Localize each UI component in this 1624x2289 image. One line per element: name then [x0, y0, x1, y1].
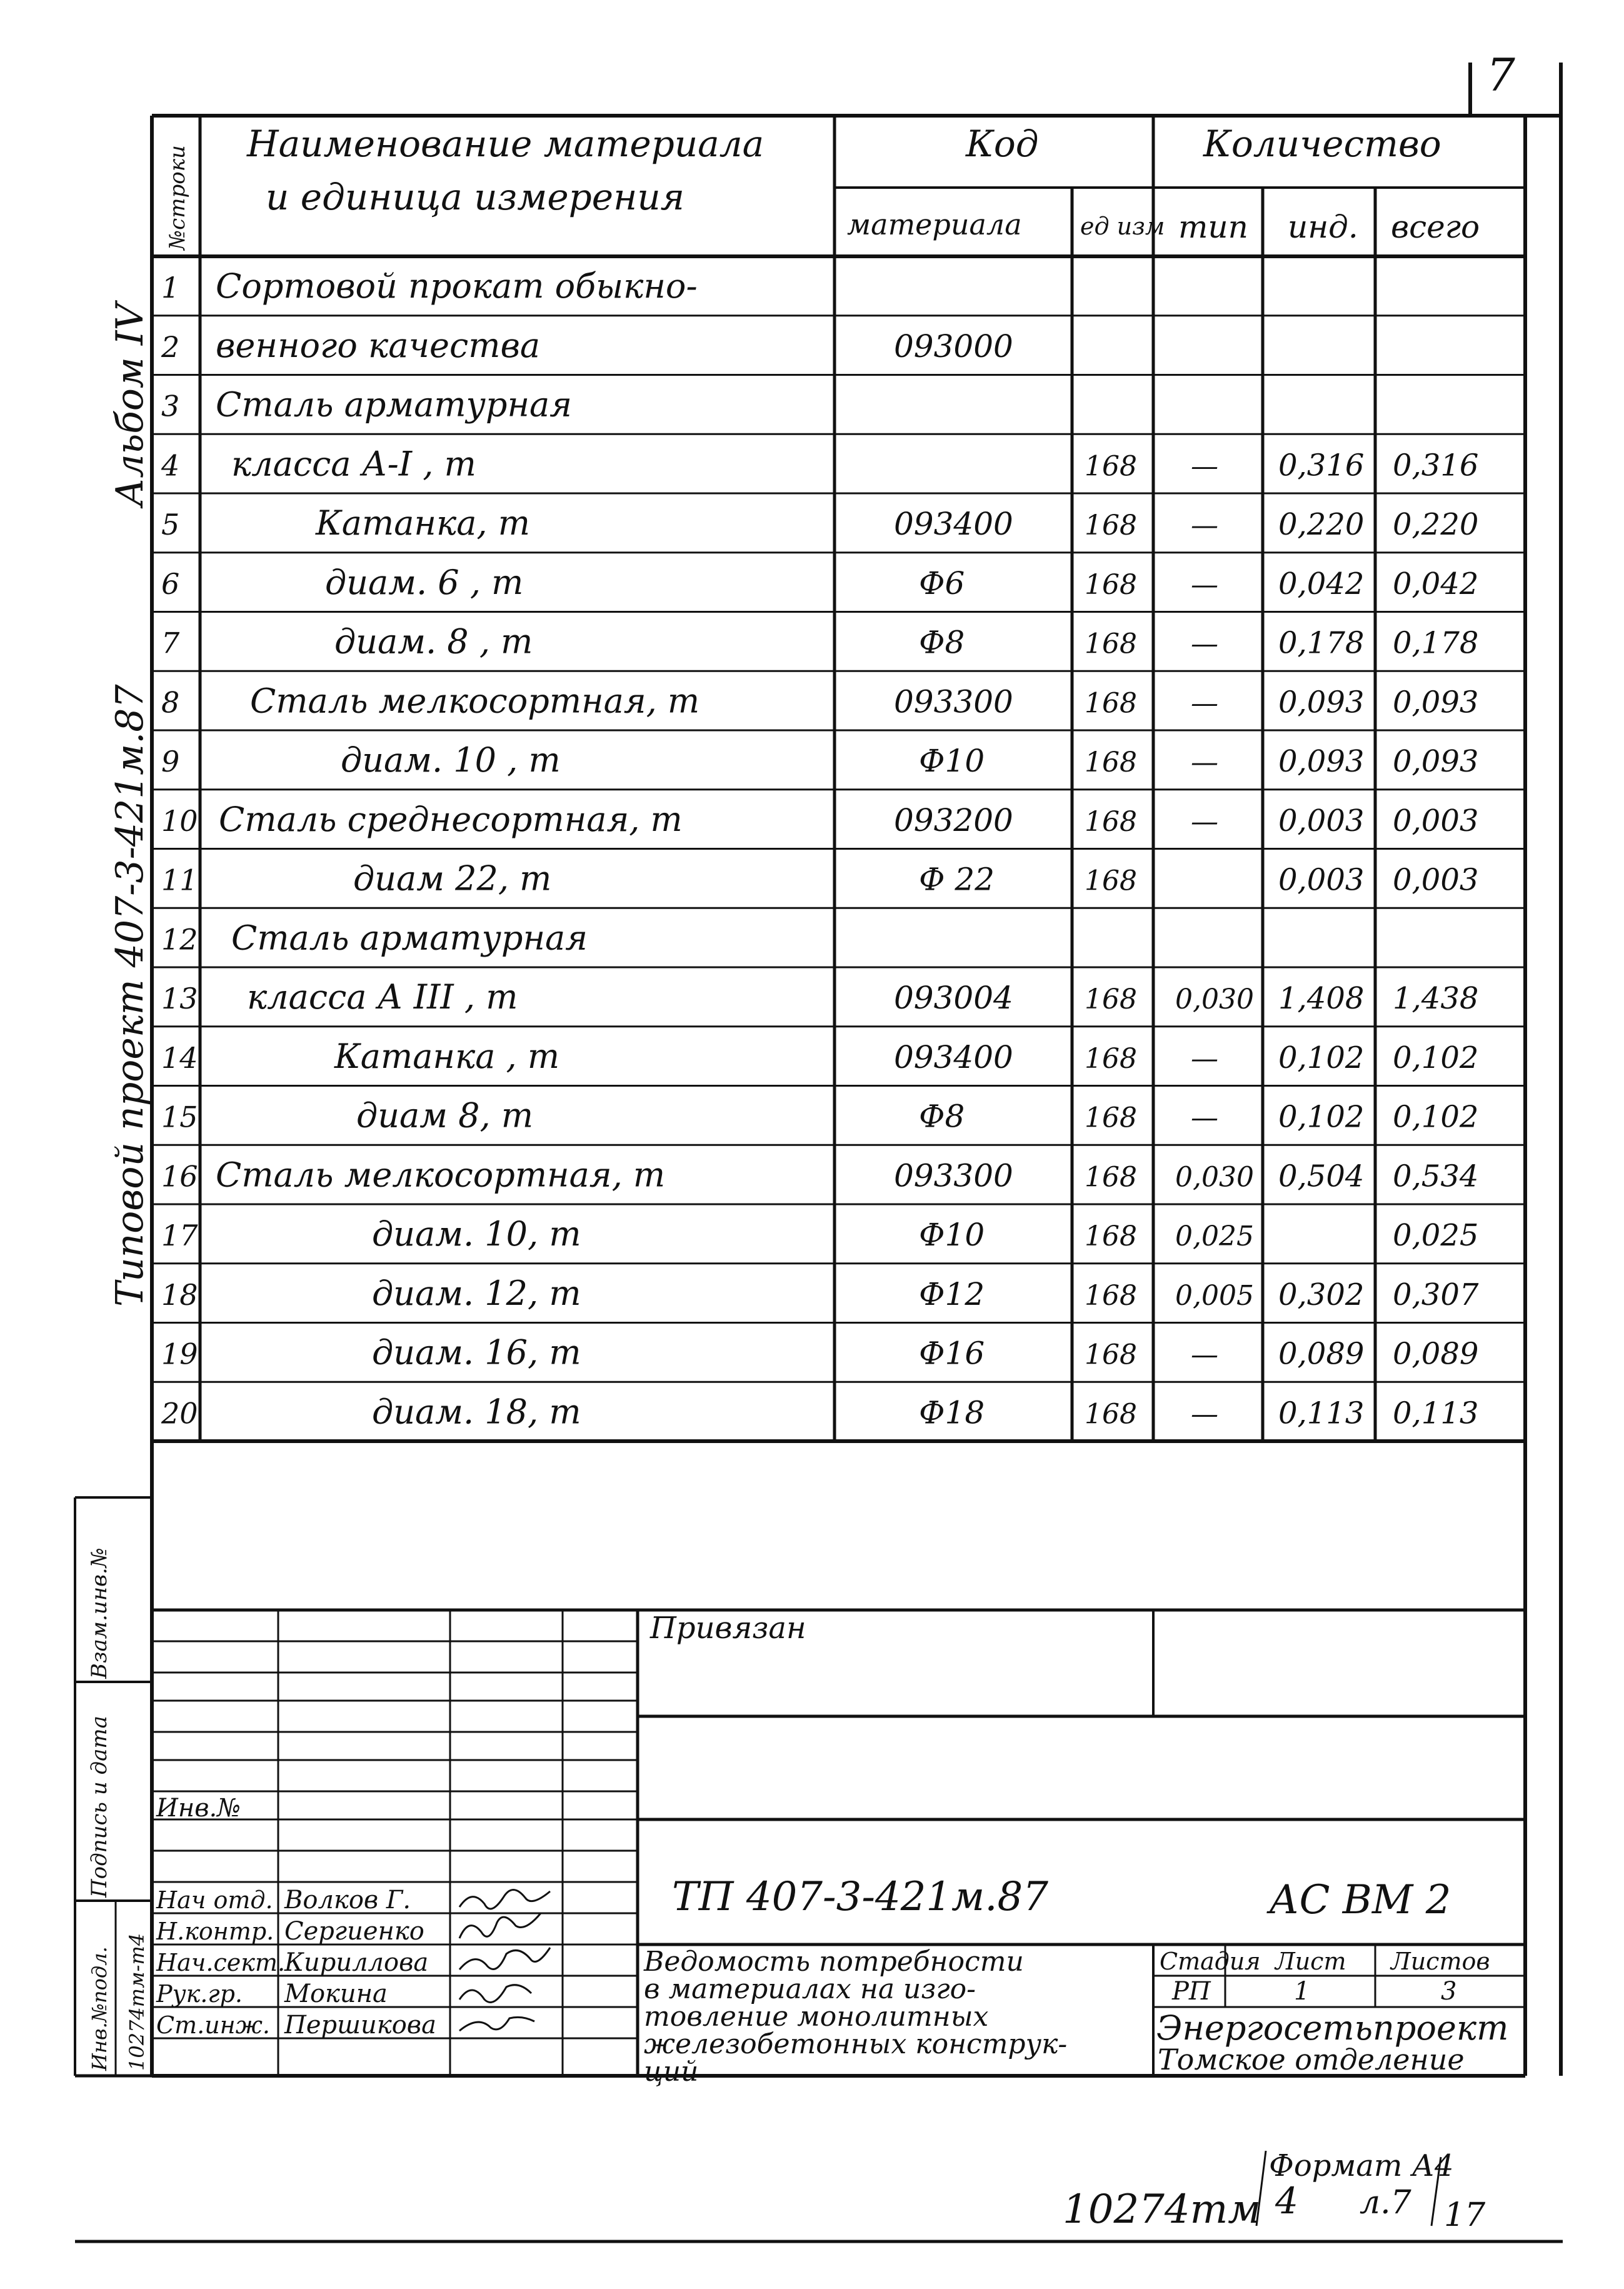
row-qty-total: 0,307 [1393, 1277, 1479, 1312]
inv-podl-value: 10274тм-т4 [125, 1933, 149, 2071]
header-code-unit: ед изм [1080, 213, 1165, 240]
table-row [161, 1214, 1478, 1254]
department: Томское отделение [1158, 2043, 1465, 2076]
row-unit-code: 168 [1085, 984, 1137, 1015]
row-material-code: 093400 [894, 1039, 1013, 1075]
row-number: 11 [161, 863, 198, 897]
page-number: 7 [1486, 49, 1515, 101]
description-line: Ведомость потребности [644, 1946, 1024, 1978]
row-qty-type: 0,025 [1175, 1220, 1254, 1252]
row-qty-total: 0,178 [1393, 625, 1479, 661]
row-qty-total: 0,102 [1393, 1099, 1479, 1135]
table-row [161, 1037, 1478, 1076]
row-number: 14 [161, 1040, 198, 1075]
staff-name: Першикова [284, 2011, 436, 2040]
row-qty-type: — [1191, 568, 1218, 601]
table-row [161, 563, 1478, 602]
row-unit-code: 168 [1085, 450, 1137, 483]
header-code: Код [966, 123, 1039, 165]
row-name: диам. 16, т [372, 1332, 581, 1372]
sheets-value: 3 [1441, 1977, 1457, 2006]
row-qty-type: — [1191, 510, 1218, 541]
row-material-code: Ф10 [919, 743, 985, 779]
row-name: Сталь мелкосортная, т [250, 681, 700, 721]
row-unit-code: 168 [1085, 510, 1137, 541]
description-line: ций [644, 2056, 699, 2088]
staff-role: Ст.инж. [156, 2011, 270, 2039]
podpis-label: Подпись и дата [87, 1716, 112, 1898]
header-qty-ind: инд. [1288, 209, 1358, 245]
row-qty-ind: 0,316 [1278, 448, 1365, 483]
staff-role: Нач отд. [156, 1886, 273, 1914]
table-row [161, 681, 1478, 720]
row-qty-ind: 0,302 [1278, 1277, 1365, 1312]
row-material-code: 093400 [894, 506, 1013, 542]
row-qty-type: — [1191, 628, 1218, 660]
row-number: 4 [161, 448, 180, 483]
row-material-code: Ф10 [919, 1217, 985, 1253]
sheets-label: Листов [1391, 1948, 1490, 1975]
staff-name: Волков Г. [284, 1886, 411, 1914]
album-label: Альбом IV [108, 303, 152, 506]
row-name: диам 22, т [353, 858, 552, 898]
sheet-total: 17 [1444, 2196, 1486, 2234]
staff-role: Рук.гр. [156, 1980, 243, 2008]
row-qty-ind: 0,504 [1278, 1159, 1365, 1194]
stage-value: РП [1172, 1977, 1211, 2006]
row-qty-type: — [1191, 805, 1218, 838]
sheet-value: 1 [1294, 1977, 1310, 2006]
drawing-mark: АС ВМ 2 [1269, 1877, 1451, 1923]
staff-name: Сергиенко [284, 1917, 424, 1946]
row-qty-total: 0,534 [1393, 1159, 1479, 1194]
project-side-label: Типовой проект 407-3-421м.87 [108, 684, 152, 1307]
row-qty-total: 0,093 [1393, 744, 1479, 779]
row-qty-ind: 1,408 [1278, 981, 1365, 1016]
description-line: в материалах на изго- [644, 1973, 976, 2005]
row-number: 9 [161, 745, 180, 778]
row-material-code: 093200 [894, 802, 1013, 838]
row-number: 16 [161, 1159, 198, 1194]
header-name-line1: Наименование материала [247, 123, 764, 165]
table-row [161, 740, 1478, 780]
row-material-code: 093000 [894, 328, 1013, 365]
vzam-label: Взам.инв.№ [87, 1547, 112, 1679]
header-code-material: материала [847, 208, 1022, 241]
row-name: Сталь арматурная [231, 918, 588, 958]
archive-part: 4 [1275, 2180, 1298, 2222]
row-qty-type: — [1191, 1339, 1218, 1371]
row-unit-code: 168 [1085, 687, 1137, 720]
row-qty-ind: 0,042 [1278, 566, 1365, 601]
archive-number: 10274тм [1063, 2186, 1261, 2233]
row-qty-ind: 0,113 [1278, 1396, 1365, 1431]
row-number: 1 [161, 271, 180, 304]
row-name: Сталь среднесортная, т [219, 799, 683, 839]
description-line: железобетонных конструк- [644, 2028, 1068, 2060]
table-row [161, 1274, 1479, 1313]
row-name: диам. 10, т [372, 1214, 581, 1254]
row-name: Сталь арматурная [216, 385, 573, 425]
table-row [161, 1392, 1478, 1431]
row-unit-code: 168 [1085, 1161, 1137, 1194]
row-material-code: 093004 [894, 980, 1013, 1016]
header-qty-type: тип [1178, 209, 1248, 245]
table-row [161, 918, 588, 957]
row-qty-ind: 0,093 [1278, 744, 1365, 779]
table-row [161, 1155, 1478, 1194]
row-unit-code: 168 [1085, 1279, 1137, 1312]
organization: Энергосетьпроект [1156, 2008, 1509, 2048]
staff-role: Нач.сект. [156, 1949, 286, 1976]
row-unit-code: 168 [1085, 1042, 1137, 1075]
row-name: Катанка, т [316, 503, 530, 543]
project-code: ТП 407-3-421м.87 [672, 1874, 1048, 1920]
staff-role: Н.контр. [156, 1918, 274, 1945]
row-qty-ind: 0,089 [1278, 1336, 1365, 1372]
row-material-code: Ф16 [919, 1335, 985, 1372]
row-qty-ind: 0,102 [1278, 1040, 1365, 1075]
table-row [161, 385, 572, 425]
row-name: класса А III , т [247, 977, 518, 1017]
header-quantity: Количество [1203, 123, 1441, 165]
row-qty-total: 0,089 [1393, 1336, 1479, 1372]
row-name: класса А-I , т [231, 444, 476, 484]
table-row [161, 503, 1478, 543]
row-material-code: Ф8 [919, 624, 965, 661]
row-number: 19 [161, 1337, 198, 1371]
sheet-label: Лист [1275, 1948, 1346, 1975]
row-unit-code: 168 [1085, 747, 1137, 778]
row-number: 7 [161, 626, 180, 660]
table-row [161, 266, 698, 306]
format-label: Формат А4 [1269, 2148, 1454, 2183]
row-material-code: 093300 [894, 683, 1013, 720]
row-unit-code: 168 [1085, 628, 1137, 660]
row-number: 3 [161, 389, 180, 423]
row-qty-total: 0,316 [1393, 448, 1479, 483]
row-qty-total: 0,220 [1393, 507, 1479, 542]
inv-no-label: Инв.№ [156, 1794, 241, 1823]
row-unit-code: 168 [1085, 1102, 1137, 1134]
row-number: 17 [161, 1219, 198, 1252]
row-qty-ind: 0,102 [1278, 1099, 1365, 1135]
row-material-code: Ф8 [919, 1098, 965, 1135]
staff-name: Кириллова [284, 1948, 429, 1977]
row-number: 12 [161, 922, 198, 957]
row-qty-total: 0,025 [1393, 1218, 1479, 1253]
row-name: Катанка , т [334, 1036, 560, 1076]
row-name: диам. 8 , т [334, 621, 533, 662]
row-material-code: Ф12 [919, 1275, 985, 1312]
row-qty-type: — [1191, 747, 1218, 778]
row-name: диам. 12, т [372, 1273, 581, 1313]
row-qty-ind: 0,178 [1278, 625, 1365, 661]
row-number: 13 [161, 982, 198, 1015]
row-qty-type: — [1191, 450, 1218, 483]
row-qty-type: — [1191, 687, 1218, 720]
stage-label: Стадия [1160, 1948, 1261, 1975]
row-qty-ind: 0,003 [1278, 862, 1365, 898]
signatures [459, 1890, 550, 2031]
privyazan-label: Привязан [650, 1611, 806, 1646]
row-material-code: Ф18 [919, 1394, 985, 1431]
row-number: 20 [161, 1396, 198, 1431]
staff-name: Мокина [284, 1980, 388, 2008]
row-unit-code: 168 [1085, 1339, 1137, 1371]
row-qty-type: — [1191, 1398, 1218, 1431]
table-row [161, 1333, 1478, 1372]
sheet-ref: л.7 [1360, 2184, 1411, 2221]
row-name: венного качества [216, 325, 541, 365]
row-qty-type: — [1191, 1102, 1218, 1134]
row-unit-code: 168 [1085, 1220, 1137, 1252]
row-qty-ind: 0,220 [1278, 507, 1365, 542]
row-qty-total: 1,438 [1393, 981, 1479, 1016]
header-row-no: №строки [165, 145, 190, 250]
row-unit-code: 168 [1085, 1398, 1137, 1431]
table-row [161, 326, 1013, 365]
table-row [161, 444, 1478, 483]
row-qty-type: 0,030 [1175, 984, 1254, 1015]
header-name-line2: и единица измерения [266, 176, 685, 218]
row-number: 8 [161, 685, 180, 720]
row-number: 5 [161, 508, 180, 541]
table-row [161, 622, 1478, 662]
row-qty-total: 0,003 [1393, 862, 1479, 898]
row-qty-type: — [1191, 1042, 1218, 1075]
row-qty-total: 0,003 [1393, 803, 1479, 838]
row-qty-type: 0,005 [1175, 1279, 1254, 1312]
row-qty-total: 0,102 [1393, 1040, 1479, 1075]
description-line: товление монолитных [644, 2001, 989, 2033]
table-row [161, 859, 1478, 898]
row-qty-ind: 0,093 [1278, 685, 1365, 720]
row-unit-code: 168 [1085, 805, 1137, 838]
row-unit-code: 168 [1085, 865, 1137, 897]
row-name: Сталь мелкосортная, т [216, 1155, 666, 1195]
row-qty-total: 0,093 [1393, 685, 1479, 720]
row-number: 18 [161, 1277, 198, 1312]
row-number: 2 [161, 330, 180, 364]
header-qty-total: всего [1391, 209, 1480, 245]
row-number: 10 [161, 803, 198, 838]
row-material-code: Ф 22 [919, 861, 995, 898]
row-name: Сортовой прокат обыкно- [216, 266, 698, 306]
row-qty-type: 0,030 [1175, 1161, 1254, 1194]
row-qty-ind: 0,003 [1278, 803, 1365, 838]
row-name: диам. 18, т [372, 1392, 581, 1432]
row-qty-total: 0,042 [1393, 566, 1479, 601]
row-name: диам. 6 , т [325, 562, 524, 602]
row-unit-code: 168 [1085, 568, 1137, 601]
row-name: диам. 10 , т [341, 740, 561, 780]
table-row [161, 800, 1478, 839]
row-material-code: 093300 [894, 1157, 1013, 1194]
row-qty-total: 0,113 [1393, 1396, 1479, 1431]
inv-podl-label: Инв.№подл. [88, 1946, 111, 2071]
row-number: 15 [161, 1100, 198, 1134]
row-material-code: Ф6 [919, 565, 965, 601]
row-name: диам 8, т [356, 1095, 534, 1135]
table-row [161, 1096, 1478, 1135]
row-number: 6 [161, 566, 180, 601]
table-row [161, 977, 1478, 1017]
